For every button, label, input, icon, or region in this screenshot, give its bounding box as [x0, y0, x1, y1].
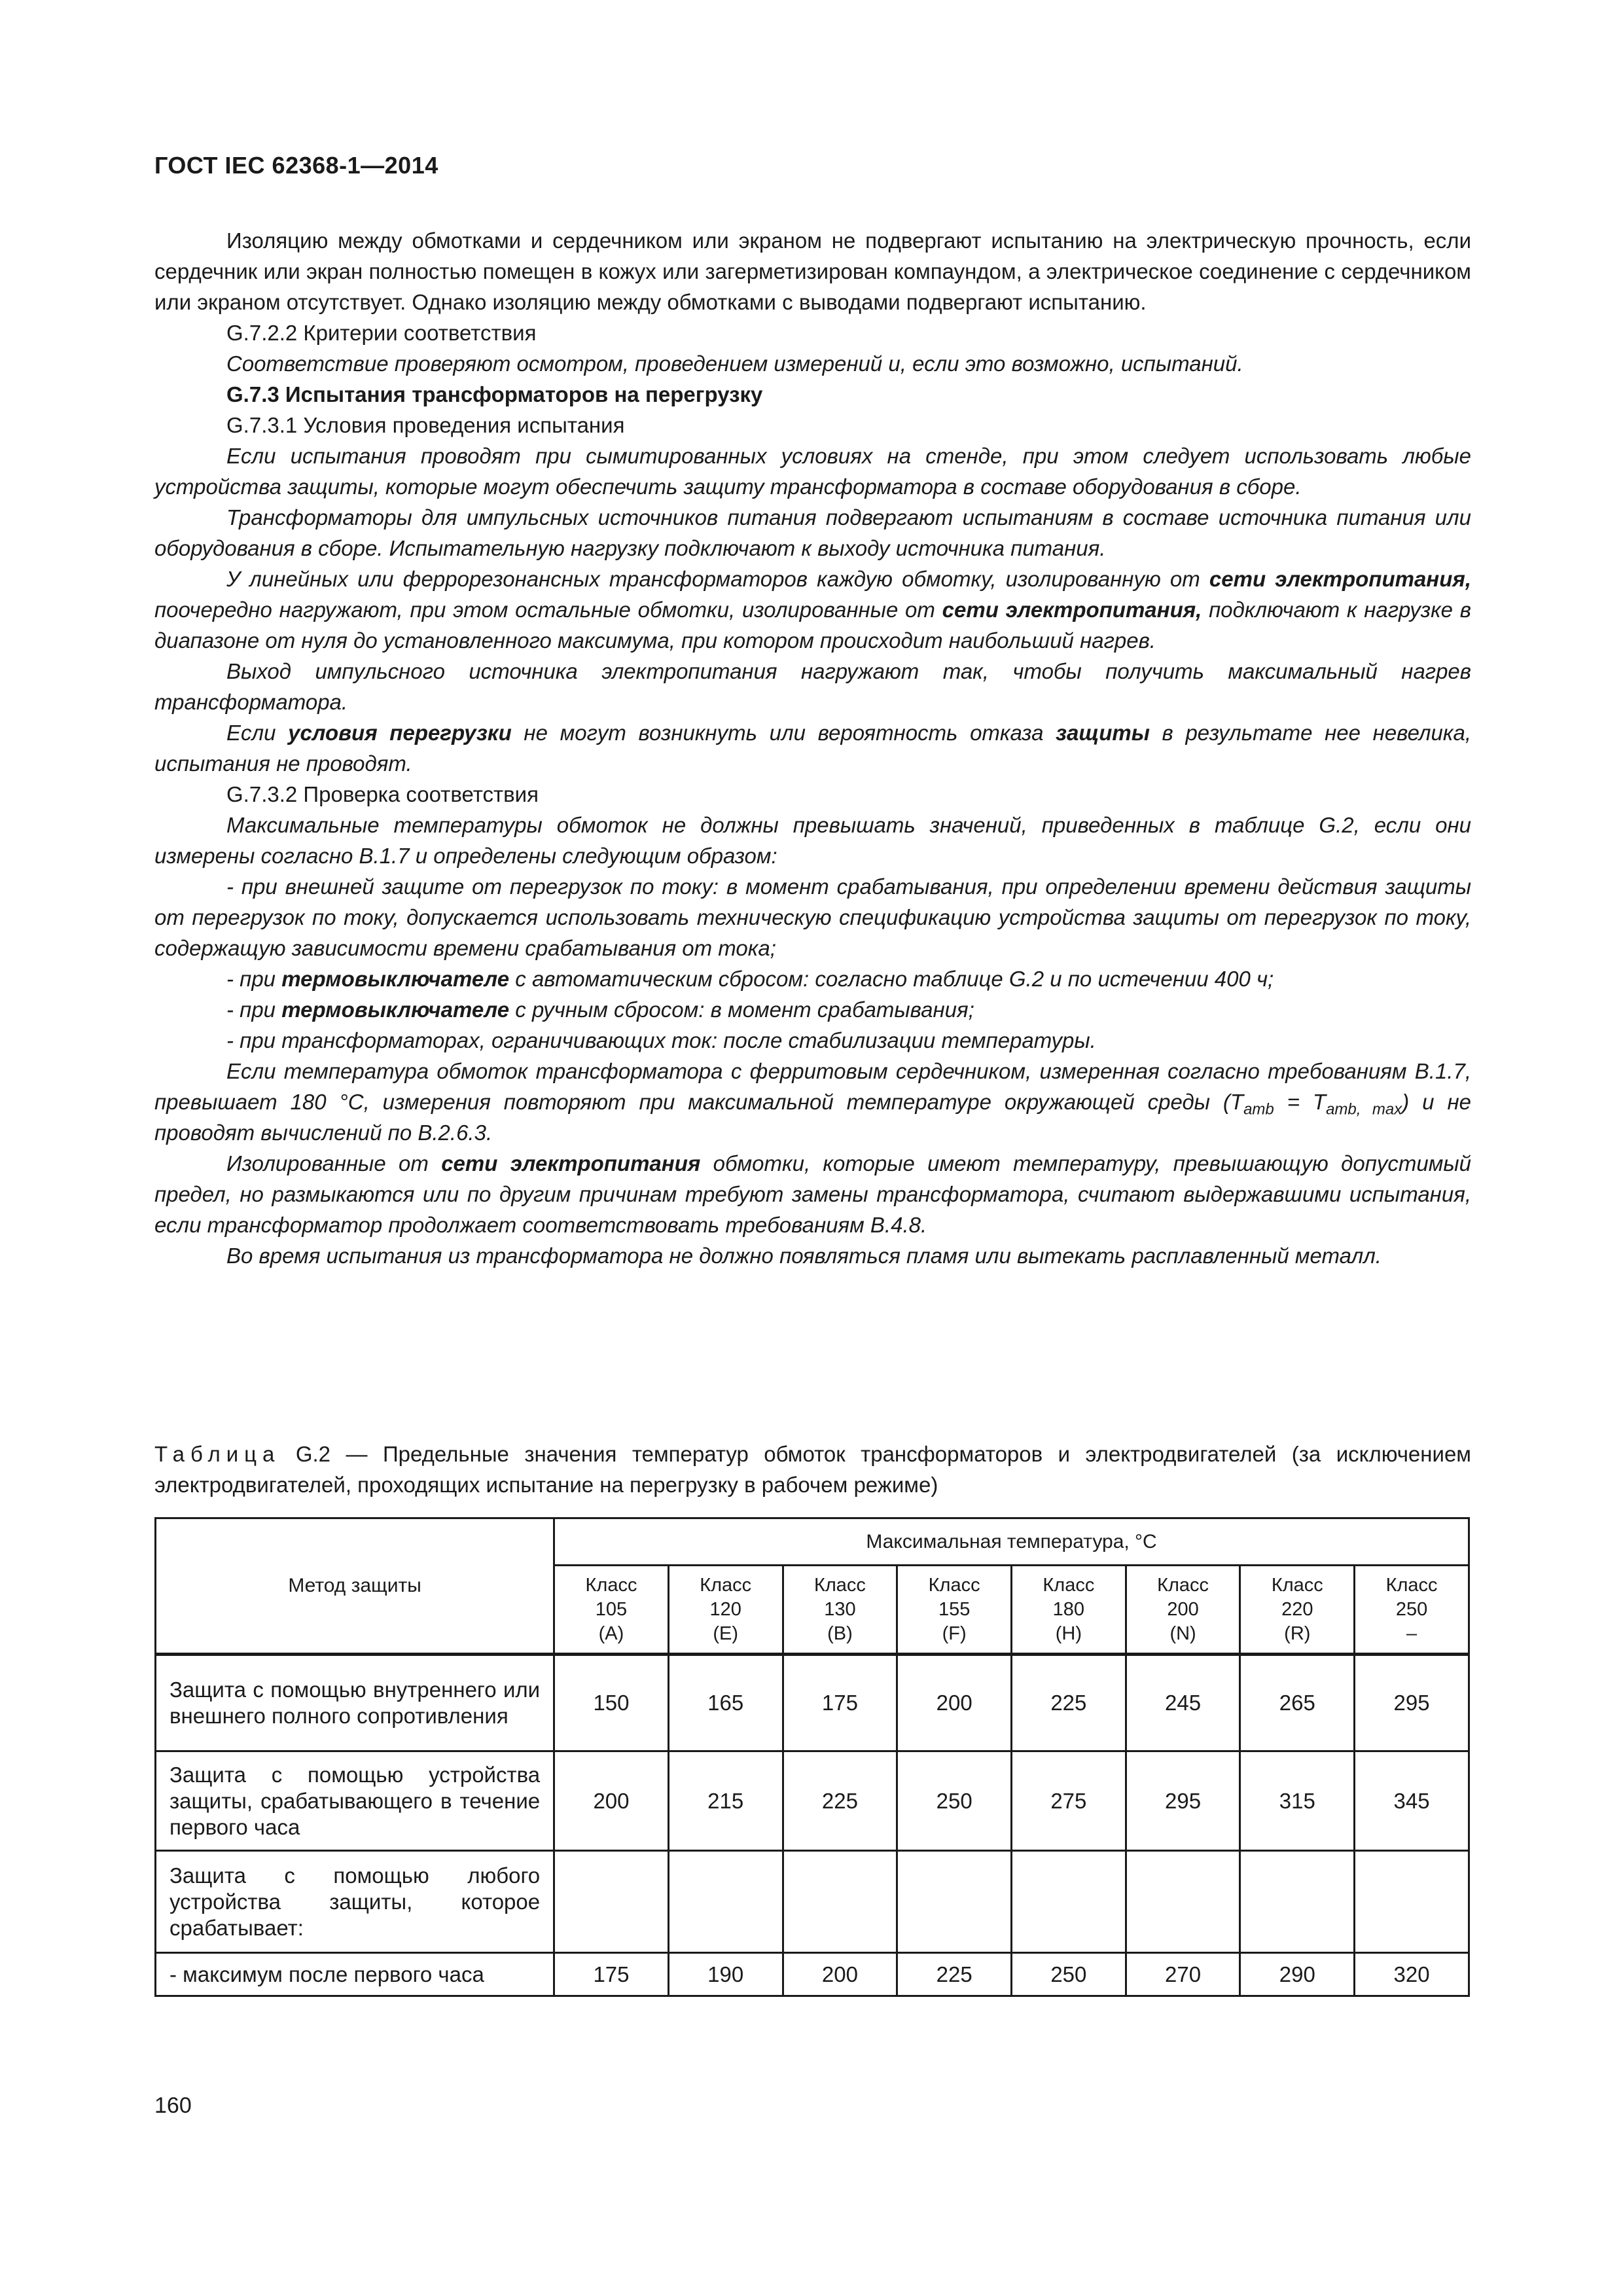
document-body	[154, 225, 1471, 1271]
class-header-220	[1240, 1566, 1355, 1655]
class-header-120	[668, 1566, 783, 1655]
temperature-value-cell: 150	[554, 1655, 669, 1751]
temperature-value-cell: 225	[783, 1751, 897, 1851]
subscript: amb	[1243, 1100, 1274, 1119]
class-header-letter: (Е)	[713, 1623, 739, 1644]
table-row	[156, 1751, 1469, 1851]
subscript: amb, max	[1326, 1100, 1402, 1119]
term-thermal-cutoff: термовыключателе	[281, 997, 510, 1022]
paragraph-ferrite-core	[154, 1056, 1471, 1148]
class-header-letter: (Н)	[1055, 1623, 1082, 1644]
term-thermal-cutoff: термовыключателе	[281, 967, 510, 991]
class-header-130	[783, 1566, 897, 1655]
temperature-value-cell	[1240, 1851, 1355, 1953]
paragraph-flame-metal: Во время испытания из трансформатора не должно появляться пламя или вытекать расплавленный металл.	[226, 1244, 1382, 1268]
temperature-value-cell: 295	[1126, 1751, 1240, 1851]
temperature-value-cell: 225	[1012, 1655, 1126, 1751]
temperature-value-cell: 225	[897, 1953, 1012, 1996]
class-header-label: Класс	[928, 1574, 980, 1596]
text-run: в результате нее невелика, испытания не проводят.	[154, 721, 1471, 776]
class-header-label: Класс	[1271, 1574, 1323, 1596]
paragraph-switch-mode-transformers: Трансформаторы для импульсных источников питания подвергают испытаниям в составе источника питания или оборудования в сборе. Испытательную нагрузку подключают к выходу источника питания.	[154, 505, 1471, 560]
class-header-letter: (В)	[827, 1623, 853, 1644]
temperature-value-cell: 270	[1126, 1953, 1240, 1996]
table-caption-label: Таблица	[154, 1442, 281, 1466]
temperature-value-cell	[1012, 1851, 1126, 1953]
term-overload-conditions: условия перегрузки	[288, 721, 512, 745]
text-run: обмотки, которые имеют температуру, превышающую допустимый предел, но размыкаются или по другим причинам требуют замены трансформатора, считают выдержавшими испытания, если трансформатор продолжает соответствовать требованиям В.4.8.	[154, 1151, 1471, 1237]
temperature-limits-table	[154, 1517, 1470, 1997]
class-header-num: 155	[938, 1598, 971, 1620]
class-header-200	[1126, 1566, 1240, 1655]
max-temperature-header: Максимальная температура, °С	[554, 1518, 1469, 1566]
temperature-value-cell: 275	[1012, 1751, 1126, 1851]
class-header-num: 130	[824, 1598, 856, 1620]
clause-heading-g7-3-2: G.7.3.2 Проверка соответствия	[226, 782, 539, 806]
method-column-header: Метод защиты	[156, 1518, 554, 1655]
protection-method-cell: - максимум после первого часа	[156, 1953, 554, 1996]
temperature-value-cell: 315	[1240, 1751, 1355, 1851]
list-item-auto-reset	[154, 963, 1471, 994]
class-header-letter: (F)	[942, 1623, 967, 1644]
temperature-value-cell: 165	[668, 1655, 783, 1751]
temperature-value-cell: 290	[1240, 1953, 1355, 1996]
section-heading-g7-3: G.7.3 Испытания трансформаторов на перегрузку	[226, 382, 763, 406]
class-header-label: Класс	[813, 1574, 866, 1596]
text-run: У линейных или феррорезонансных трансформаторов каждую обмотку, изолированную от	[226, 567, 1209, 591]
text-run: подключают к нагрузке в диапазоне от нуля до установленного максимума, при котором происходит наибольший нагрев.	[154, 598, 1471, 653]
term-mains: сети электропитания	[441, 1151, 701, 1175]
paragraph-compliance: Соответствие проверяют осмотром, проведением измерений и, если это возможно, испытаний.	[226, 351, 1243, 376]
class-header-num: 250	[1395, 1598, 1428, 1620]
text-run: с автоматическим сбросом: согласно таблице G.2 и по истечении 400 ч;	[509, 967, 1274, 991]
temperature-value-cell	[1355, 1851, 1469, 1953]
class-header-105	[554, 1566, 669, 1655]
temperature-value-cell: 200	[783, 1953, 897, 1996]
temperature-value-cell: 175	[554, 1953, 669, 1996]
text-run: Изолированные от	[226, 1151, 442, 1175]
class-header-num: 200	[1167, 1598, 1199, 1620]
paragraph-switch-mode-output: Выход импульсного источника электропитания нагружают так, чтобы получить максимальный нагрев трансформатора.	[154, 659, 1471, 714]
temperature-value-cell	[668, 1851, 783, 1953]
table-row	[156, 1655, 1469, 1751]
class-header-155	[897, 1566, 1012, 1655]
class-header-num: 120	[709, 1598, 741, 1620]
temperature-value-cell: 175	[783, 1655, 897, 1751]
class-header-letter: (N)	[1169, 1623, 1196, 1644]
class-header-label: Класс	[1157, 1574, 1209, 1596]
temperature-value-cell: 250	[897, 1751, 1012, 1851]
paragraph-max-temperatures: Максимальные температуры обмоток не должны превышать значений, приведенных в таблице G.2, если они измерены согласно В.1.7 и определены следующим образом:	[154, 813, 1471, 868]
temperature-value-cell: 250	[1012, 1953, 1126, 1996]
paragraph-simulated-conditions: Если испытания проводят при сымитированных условиях на стенде, при этом следует использовать любые устройства защиты, которые могут обеспечить защиту трансформатора в составе оборудования в сборе.	[154, 444, 1471, 499]
paragraph-linear-transformers	[154, 564, 1471, 656]
table-caption	[154, 1439, 1471, 1500]
term-mains: сети электропитания,	[1209, 567, 1471, 591]
class-header-num: 180	[1052, 1598, 1085, 1620]
class-header-180	[1012, 1566, 1126, 1655]
class-header-250	[1355, 1566, 1469, 1655]
text-run: с ручным сбросом: в момент срабатывания;	[509, 997, 974, 1022]
page-number: 160	[154, 2093, 192, 2118]
table-caption-text: G.2 — Предельные значения температур обмоток трансформаторов и электродвигателей (за исключением электродвигателей, проходящих испытание на перегрузку в рабочем режиме)	[154, 1442, 1471, 1497]
protection-method-cell: Защита с помощью устройства защиты, срабатывающего в течение первого часа	[156, 1751, 554, 1851]
temperature-value-cell: 320	[1355, 1953, 1469, 1996]
class-header-label: Класс	[1043, 1574, 1095, 1596]
temperature-value-cell: 200	[897, 1655, 1012, 1751]
paragraph-insulation: Изоляцию между обмотками и сердечником или экраном не подвергают испытанию на электрическую прочность, если сердечник или экран полностью помещен в кожух или загерметизирован компаундом, а электрическое соединение с сердечником или экраном отсутствует. Однако изоляцию между обмотками с выводами подвергают испытанию.	[154, 228, 1471, 314]
list-item-external-protection: - при внешней защите от перегрузок по току: в момент срабатывания, при определении времени действия защиты от перегрузок по току, допускается использовать техническую спецификацию устройства защиты от перегрузок по току, содержащую зависимости времени срабатывания от тока;	[154, 874, 1471, 960]
class-header-num: 105	[595, 1598, 628, 1620]
class-header-letter: (А)	[598, 1623, 624, 1644]
temperature-value-cell	[1126, 1851, 1240, 1953]
text-run: - при	[226, 997, 282, 1022]
temperature-value-cell	[783, 1851, 897, 1953]
temperature-value-cell: 215	[668, 1751, 783, 1851]
temperature-value-cell: 200	[554, 1751, 669, 1851]
document-header: ГОСТ IEC 62368-1—2014	[154, 152, 438, 179]
class-header-letter: (R)	[1284, 1623, 1311, 1644]
class-header-label: Класс	[700, 1574, 752, 1596]
table-row	[156, 1851, 1469, 1953]
temperature-value-cell: 345	[1355, 1751, 1469, 1851]
class-header-label: Класс	[585, 1574, 637, 1596]
class-header-label: Класс	[1385, 1574, 1438, 1596]
paragraph-overload-conditions	[154, 717, 1471, 779]
temperature-value-cell: 245	[1126, 1655, 1240, 1751]
protection-method-cell: Защита с помощью внутреннего или внешнего полного сопротивления	[156, 1655, 554, 1751]
text-run: Если	[226, 721, 289, 745]
list-item-current-limiting: - при трансформаторах, ограничивающих ток: после стабилизации температуры.	[226, 1028, 1096, 1052]
temperature-value-cell	[554, 1851, 669, 1953]
table-row	[156, 1953, 1469, 1996]
temperature-value-cell: 190	[668, 1953, 783, 1996]
text-run: Если температура обмоток трансформатора с ферритовым сердечником, измеренная согласно требованиям В.1.7, превышает 180 °С, измерения повторяют при максимальной температуре окружающей среды (T	[154, 1059, 1471, 1114]
class-header-letter: –	[1406, 1623, 1418, 1644]
term-protection: защиты	[1056, 721, 1150, 745]
temperature-value-cell	[897, 1851, 1012, 1953]
text-run: - при	[226, 967, 282, 991]
clause-heading-g7-3-1: G.7.3.1 Условия проведения испытания	[226, 413, 625, 437]
temperature-value-cell: 265	[1240, 1655, 1355, 1751]
class-header-num: 220	[1281, 1598, 1313, 1620]
list-item-manual-reset	[154, 994, 1471, 1025]
protection-method-cell: Защита с помощью любого устройства защиты, которое срабатывает:	[156, 1851, 554, 1953]
temperature-value-cell: 295	[1355, 1655, 1469, 1751]
text-run: поочередно нагружают, при этом остальные обмотки, изолированные от	[154, 598, 942, 622]
text-run: не могут возникнуть или вероятность отказа	[511, 721, 1056, 745]
text-run: ) и не проводят вычислений по В.2.6.3.	[154, 1090, 1471, 1145]
paragraph-isolated-windings	[154, 1148, 1471, 1240]
term-mains: сети электропитания,	[942, 598, 1202, 622]
clause-heading-g7-2-2: G.7.2.2 Критерии соответствия	[226, 321, 537, 345]
text-run: = T	[1274, 1090, 1327, 1114]
